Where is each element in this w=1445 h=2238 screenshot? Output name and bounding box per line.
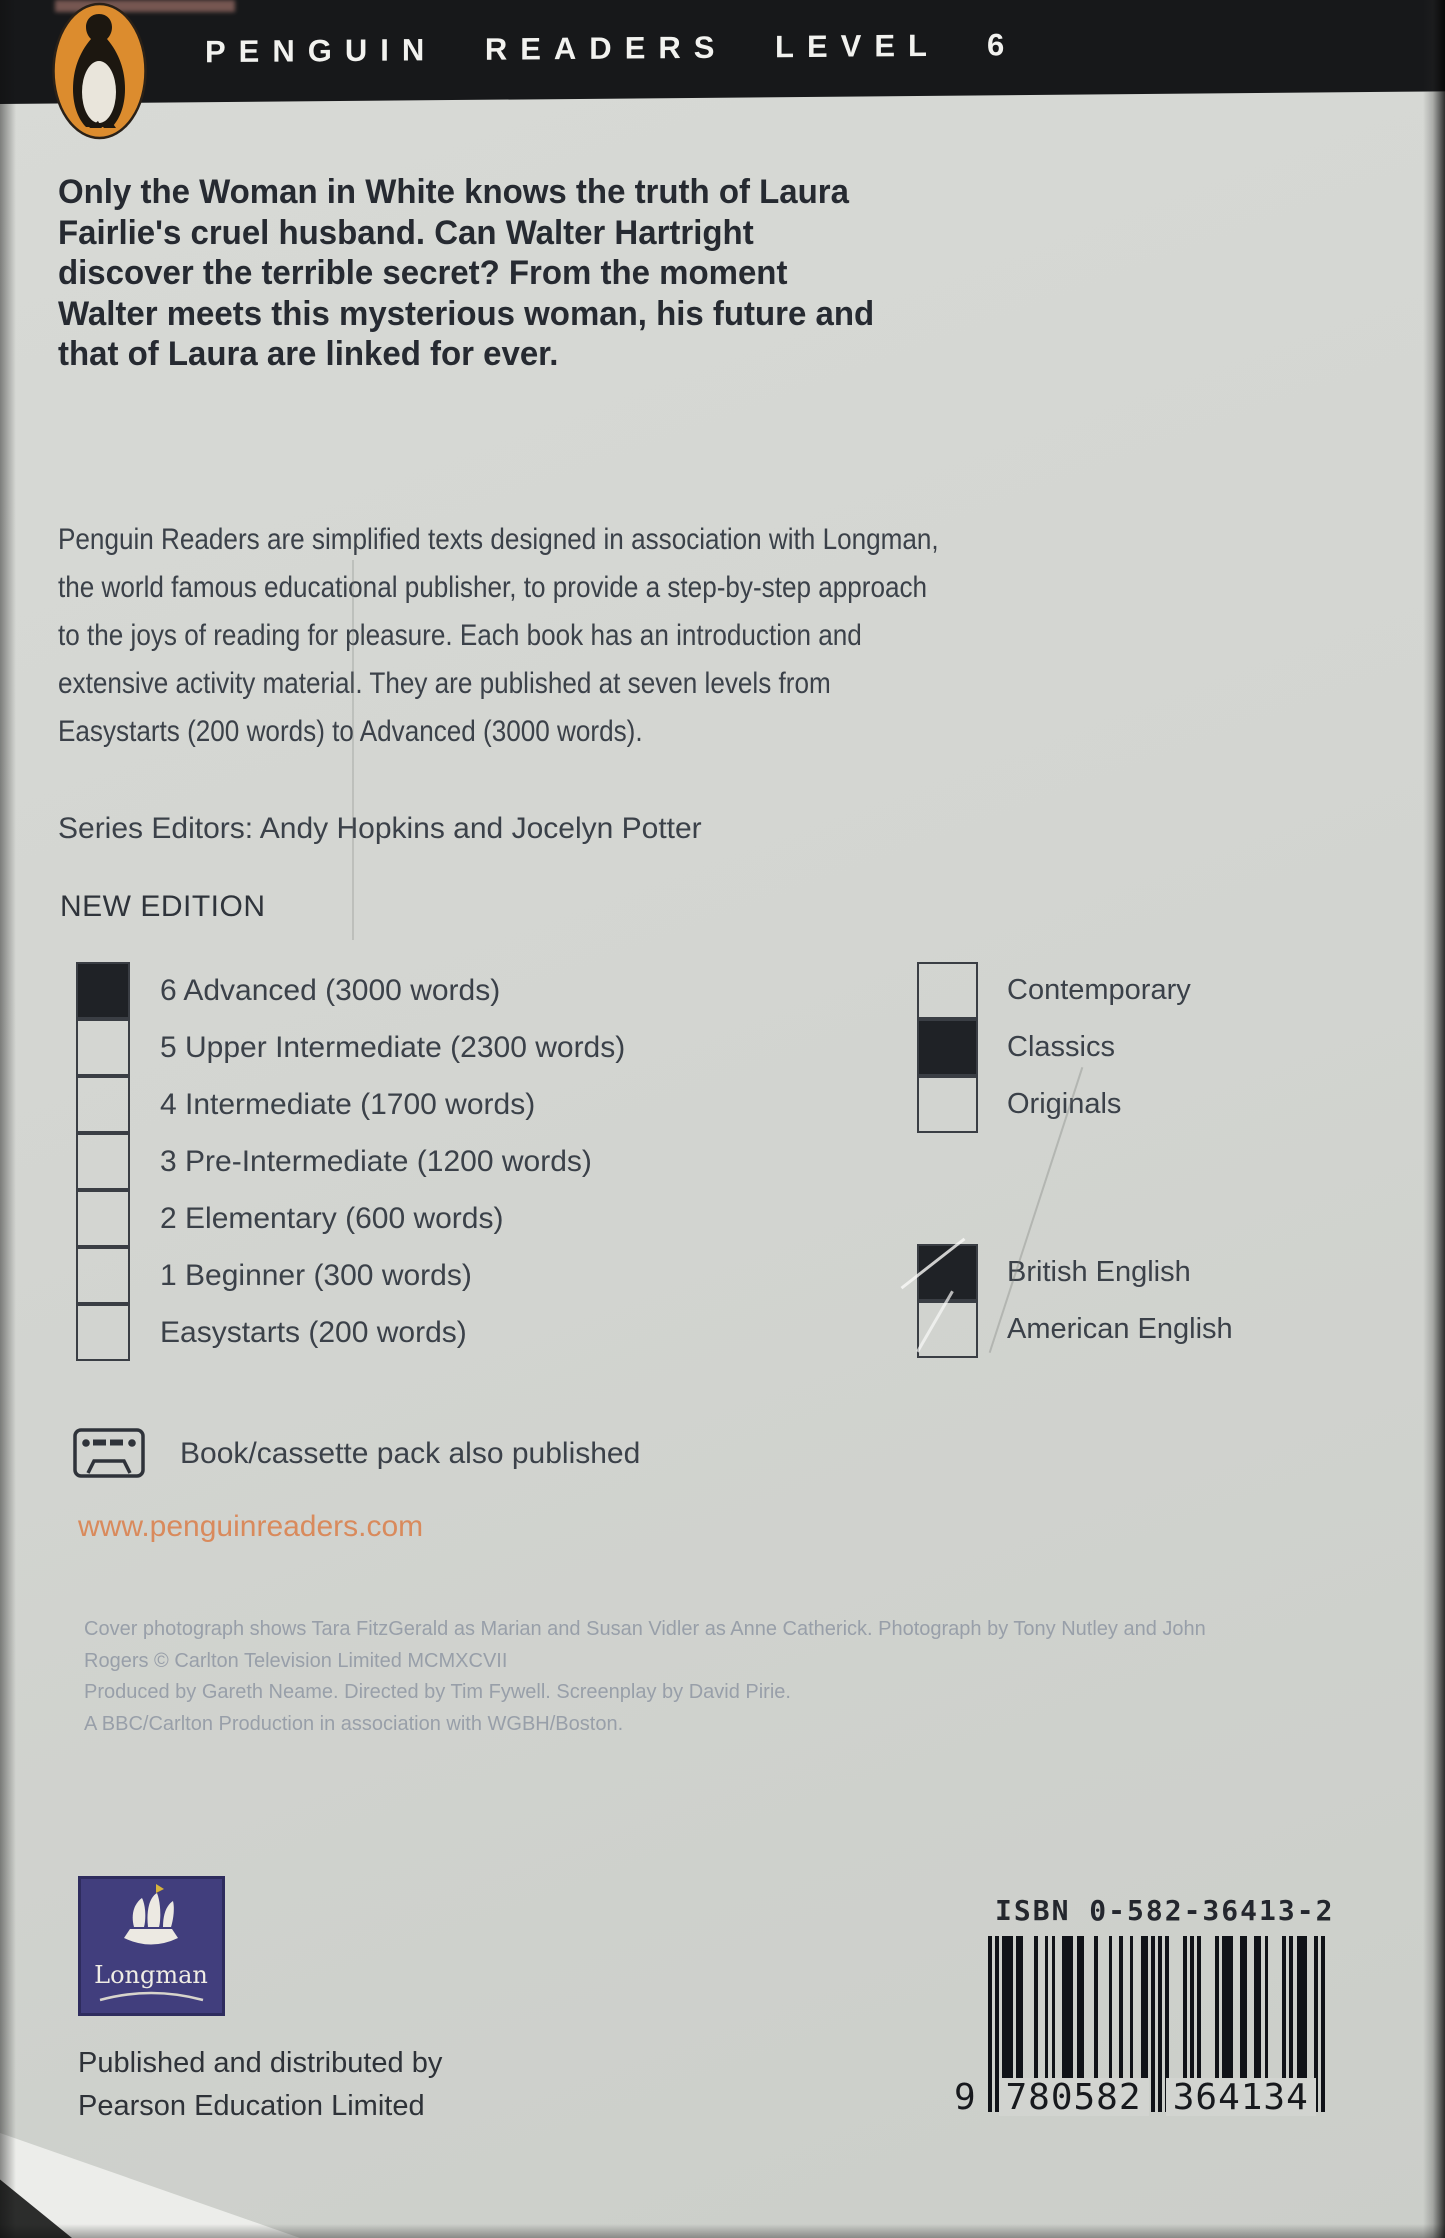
levels-list bbox=[76, 962, 625, 1361]
about-line: extensive activity material. They are published at seven levels from bbox=[58, 667, 831, 700]
english-variant-list bbox=[917, 1244, 1233, 1358]
photo-edge-right bbox=[1423, 0, 1445, 2238]
credits-line: Rogers © Carlton Television Limited MCMXCVII bbox=[84, 1649, 508, 1672]
english-variant-label: American English bbox=[1007, 1313, 1233, 1345]
category-checkbox bbox=[917, 962, 978, 1019]
level-label: 1 Beginner (300 words) bbox=[160, 1259, 472, 1292]
isbn-label: ISBN 0-582-36413-2 bbox=[995, 1894, 1335, 1927]
level-label: Easystarts (200 words) bbox=[160, 1316, 467, 1349]
barcode bbox=[954, 1936, 1326, 2118]
blurb-line: Only the Woman in White knows the truth of Laura bbox=[58, 173, 849, 211]
series-banner-title: PENGUIN READERS LEVEL 6 bbox=[205, 27, 1018, 70]
publisher-line: Pearson Education Limited bbox=[78, 2090, 425, 2122]
category-list bbox=[917, 962, 1191, 1133]
about-line: the world famous educational publisher, to provide a step-by-step approach bbox=[58, 571, 928, 604]
about-line: Easystarts (200 words) to Advanced (3000 words). bbox=[58, 715, 643, 748]
about-text bbox=[58, 516, 939, 756]
category-checkbox bbox=[917, 1076, 978, 1133]
level-checkbox bbox=[76, 962, 130, 1019]
publisher-lines bbox=[78, 2042, 442, 2128]
cover-crease bbox=[352, 560, 354, 940]
category-row bbox=[917, 962, 1191, 1019]
english-variant-row bbox=[917, 1244, 1233, 1301]
level-label: 2 Elementary (600 words) bbox=[160, 1202, 504, 1235]
level-checkbox bbox=[76, 1133, 130, 1190]
level-checkbox bbox=[76, 1190, 130, 1247]
cassette-icon bbox=[73, 1428, 145, 1478]
barcode-number-group1: 780582 bbox=[999, 2078, 1149, 2116]
photo-edge-bottom bbox=[0, 2224, 1445, 2238]
photo-edge-left bbox=[0, 0, 16, 2238]
website-url: www.penguinreaders.com bbox=[78, 1510, 424, 1543]
cassette-row bbox=[73, 1428, 640, 1480]
level-row bbox=[76, 1190, 625, 1247]
barcode-number-group2: 364134 bbox=[1166, 2078, 1316, 2116]
about-line: Penguin Readers are simplified texts designed in association with Longman, bbox=[58, 523, 939, 556]
category-checkbox bbox=[917, 1019, 978, 1076]
level-label: 5 Upper Intermediate (2300 words) bbox=[160, 1031, 626, 1064]
cassette-note: Book/cassette pack also published bbox=[180, 1437, 641, 1470]
blurb bbox=[58, 172, 931, 375]
longman-logo bbox=[78, 1876, 225, 2016]
level-checkbox bbox=[76, 1019, 130, 1076]
blurb-line: Walter meets this mysterious woman, his future and bbox=[58, 294, 875, 333]
english-variant-row bbox=[917, 1301, 1233, 1358]
level-label: 4 Intermediate (1700 words) bbox=[160, 1088, 536, 1121]
category-row bbox=[917, 1019, 1191, 1076]
blurb-line: that of Laura are linked for ever. bbox=[58, 335, 559, 373]
credits-line: Cover photograph shows Tara FitzGerald as Marian and Susan Vidler as Anne Catherick. Photograph by Tony Nutley and John bbox=[84, 1618, 1206, 1640]
series-banner bbox=[0, 0, 1445, 104]
credits-line: A BBC/Carlton Production in association with WGBH/Boston. bbox=[84, 1712, 624, 1735]
category-label: Contemporary bbox=[1007, 974, 1191, 1006]
english-variant-label: British English bbox=[1007, 1256, 1191, 1288]
publisher-line: Published and distributed by bbox=[78, 2047, 443, 2079]
level-row bbox=[76, 1019, 625, 1076]
level-label: 3 Pre-Intermediate (1200 words) bbox=[160, 1145, 592, 1178]
level-row bbox=[76, 1076, 625, 1133]
longman-logotype: Longman bbox=[94, 1961, 208, 1989]
level-checkbox bbox=[76, 1247, 130, 1304]
blurb-line: Fairlie's cruel husband. Can Walter Hartright bbox=[58, 213, 754, 252]
penguin-logo-icon bbox=[51, 2, 148, 140]
new-edition-heading: NEW EDITION bbox=[60, 890, 266, 923]
category-label: Originals bbox=[1007, 1088, 1122, 1120]
credits-line: Produced by Gareth Neame. Directed by Tim Fywell. Screenplay by David Pirie. bbox=[84, 1681, 791, 1703]
category-row bbox=[917, 1076, 1191, 1133]
level-label: 6 Advanced (3000 words) bbox=[160, 974, 501, 1007]
level-checkbox bbox=[76, 1076, 130, 1133]
series-editors: Series Editors: Andy Hopkins and Jocelyn Potter bbox=[58, 812, 702, 845]
category-label: Classics bbox=[1007, 1031, 1115, 1063]
blurb-line: discover the terrible secret? From the moment bbox=[58, 254, 788, 292]
credits bbox=[84, 1614, 1206, 1740]
barcode-number-system: 9 bbox=[954, 2077, 977, 2118]
level-row bbox=[76, 1133, 625, 1190]
level-row bbox=[76, 1304, 625, 1361]
about-line: to the joys of reading for pleasure. Each book has an introduction and bbox=[58, 619, 862, 652]
level-row bbox=[76, 1247, 625, 1304]
level-checkbox bbox=[76, 1304, 130, 1361]
barcode-bar bbox=[1321, 1936, 1325, 2112]
english-variant-checkbox bbox=[917, 1301, 978, 1358]
level-row bbox=[76, 962, 625, 1019]
